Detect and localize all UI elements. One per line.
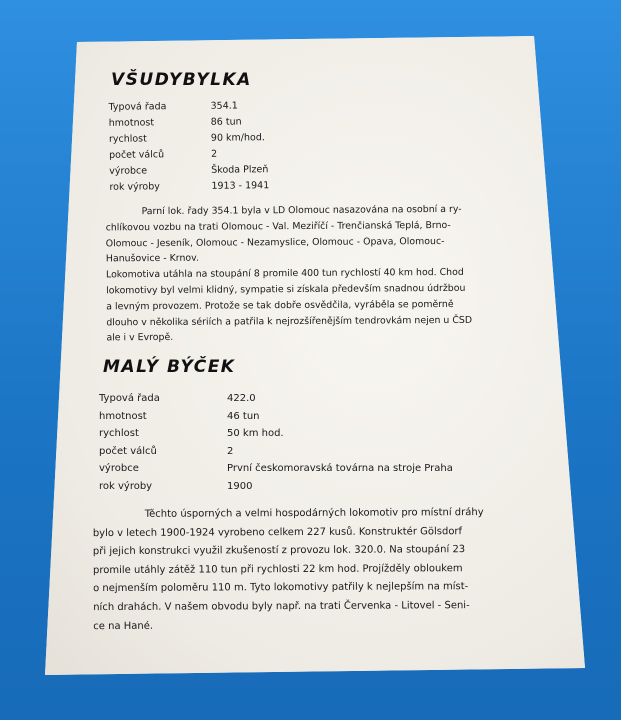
spec-value: 354.1 [210, 100, 238, 112]
spec-value: Škoda Plzeň [211, 164, 269, 176]
paragraph-line: bylo v letech 1900-1924 vyrobeno celkem 227 kusů. Konstruktér Gölsdorf [92, 525, 463, 539]
spec-row [99, 425, 453, 443]
paragraph-line: a levným provozem. Protože se tak dobře osvědčila, vyráběla se poměrně [106, 298, 454, 313]
spec-value: 90 km/hod. [210, 132, 265, 144]
spec-value: 50 km hod. [227, 428, 284, 439]
paragraph-line: Olomouc - Jeseník, Olomouc - Nezamyslice, Olomouc - Opava, Olomouc- [105, 235, 445, 249]
spec-row [99, 408, 453, 426]
spec-key: výrobce [99, 463, 139, 474]
section-title: VŠUDYBYLKA [111, 70, 252, 90]
paragraph-line: dlouho v několika sériích a patřila k nejrozšířenějším tendrovkám nejen u ČSD [106, 314, 473, 328]
spec-value: 86 tun [210, 116, 242, 128]
paragraph-line: Těchto úsporných a velmi hospodárných lokomotiv pro místní dráhy [144, 507, 484, 520]
spec-row [109, 162, 269, 180]
spec-table [99, 390, 453, 495]
spec-row [99, 478, 453, 496]
spec-value: První českomoravská továrna na stroje Praha [227, 463, 453, 474]
spec-value: 46 tun [227, 410, 260, 422]
spec-key: počet válců [99, 445, 157, 457]
spec-key: rychlost [108, 133, 147, 145]
paragraph-line: Parní lok. řady 354.1 byla v LD Olomouc nasazována na osobní a ry- [141, 203, 462, 218]
spec-key: hmotnost [108, 117, 155, 129]
spec-value: 422.0 [227, 393, 256, 404]
paragraph-line: o nejmenším poloměru 110 m. Tyto lokomotivy patřily k nejlepším na míst- [93, 581, 469, 595]
spec-key: rychlost [99, 428, 139, 439]
spec-value: 2 [227, 445, 234, 457]
spec-key: hmotnost [99, 410, 147, 422]
spec-row [109, 130, 269, 148]
section-title: MALÝ BÝČEK [103, 357, 236, 377]
paragraph-line: chlíkovou vozbu na trati Olomouc - Val. Meziříčí - Trenčianská Teplá, Brno- [105, 219, 451, 234]
section-paragraph [106, 202, 495, 347]
spec-key: výrobce [109, 165, 148, 177]
spec-key: počet válců [109, 149, 165, 161]
spec-row [109, 114, 269, 132]
spec-key: rok výroby [99, 480, 153, 492]
paragraph-line: promile utáhly zátěž 110 tun při rychlosti 22 km hod. Projížděly obloukem [92, 562, 463, 576]
paragraph-line: ce na Hané. [93, 620, 154, 632]
spec-value: 2 [211, 148, 218, 160]
spec-key: Typová řada [99, 393, 160, 404]
paragraph-line: ních drahách. V našem obvodu byly např. na trati Červenka - Litovel - Seni- [93, 600, 470, 614]
spec-value: 1913 - 1941 [211, 180, 270, 192]
spec-table [109, 98, 270, 196]
spec-key: rok výroby [109, 181, 160, 193]
paragraph-line: lokomotivy byl velmi klidný, sympatie si získala především snadnou údržbou [106, 282, 466, 297]
spec-row [109, 98, 269, 116]
spec-row [99, 460, 453, 478]
spec-value: 1900 [227, 480, 253, 492]
paragraph-line: ale i v Evropě. [106, 332, 174, 344]
spec-row [109, 178, 269, 196]
paragraph-line: Lokomotiva utáhla na stoupání 8 promile 400 tun rychlostí 40 km hod. Chod [105, 267, 464, 281]
section-paragraph [93, 504, 514, 636]
paragraph-line: při jejich konstrukci využil zkušeností z provozu lok. 320.0. Na stoupání 23 [92, 544, 466, 558]
spec-row [99, 443, 453, 461]
spec-row [109, 146, 269, 164]
spec-row [99, 390, 453, 408]
spec-key: Typová řada [108, 101, 167, 113]
paragraph-line: Hanušovice - Krnov. [105, 253, 199, 265]
